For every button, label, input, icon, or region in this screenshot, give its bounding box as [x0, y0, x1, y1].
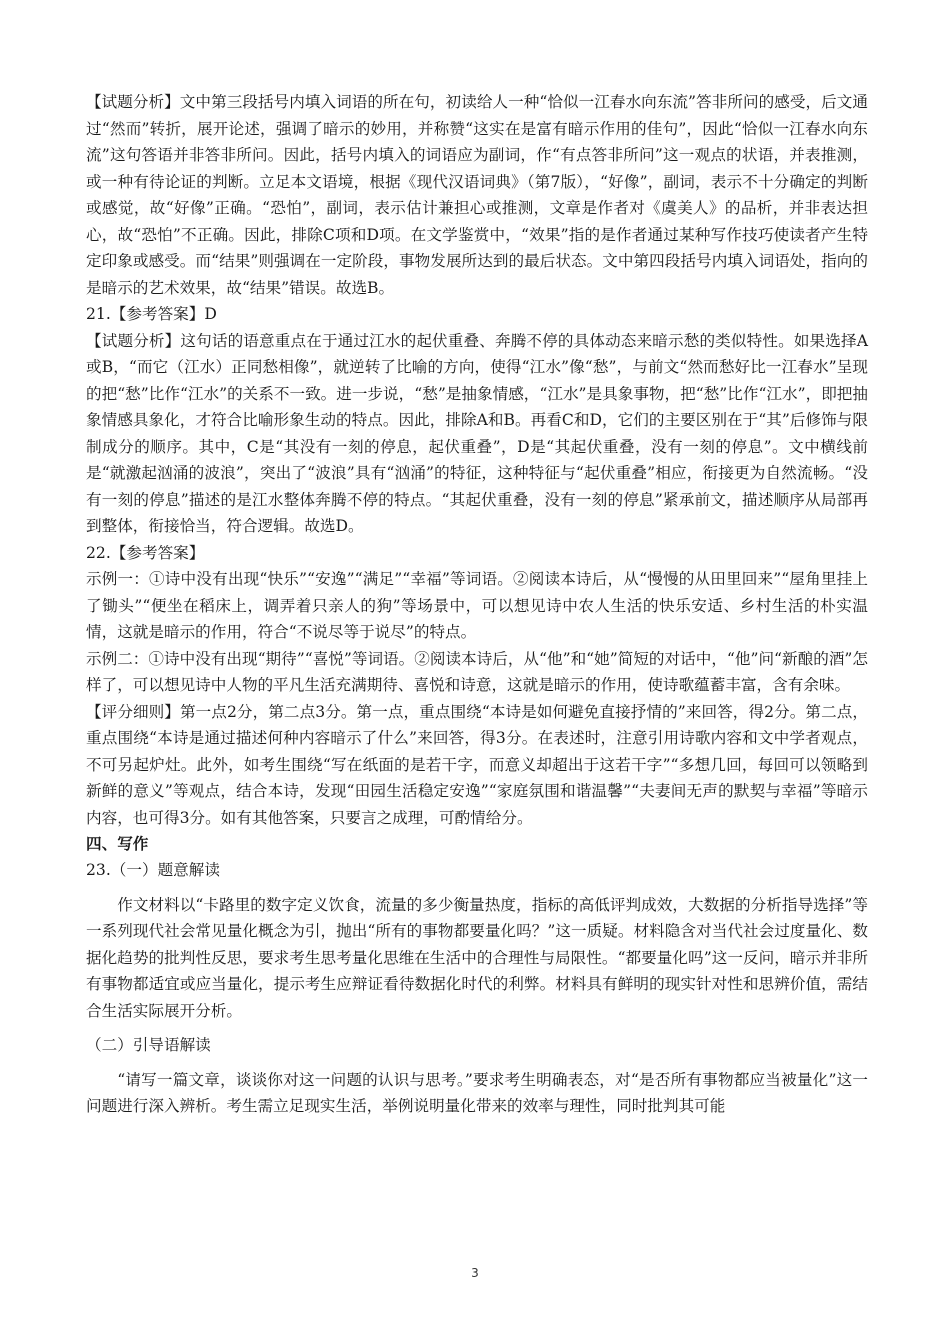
q23-guide-interpretation: “请写一篇文章，谈谈你对这一问题的认识与思考。”要求考生明确表态，对“是否所有事物都应当被量化”这一问题进行深入辨析。考生需立足现实生活，举例说明量化带来的效率与理性，同时批判其可能 [86, 1070, 868, 1115]
q21-analysis: 【试题分析】这句话的语意重点在于通过江水的起伏重叠、奔腾不停的具体动态来暗示愁的类似特性。如果选择A或B，“而它（江水）正同愁相像”，就逆转了比喻的方向，使得“江水”像“愁”，与前文“然而愁好比一江春水”呈现的把“愁”比作“江水”的关系不一致。进一步说，“愁”是抽象情感，“江水”是具象事物，把“愁”比作“江水”，即把抽象情感具象化，才符合比喻形象生动的特点。因此，排除A和B。再看C和D，它们的主要区别在于“其”后修饰与限制成分的顺序。其中，C是“其没有一刻的停息，起伏重叠”，D是“其起伏重叠，没有一刻的停息”。文中横线前是“就激起汹涌的波浪”，突出了“波浪”具有“汹涌”的特征，这种特征与“起伏重叠”相应，衔接更为自然流畅。“没有一刻的停息”描述的是江水整体奔腾不停的特点。“其起伏重叠，没有一刻的停息”紧承前文，描述顺序从局部再到整体，衔接恰当，符合逻辑。故选D。 [86, 331, 868, 535]
q23-subheading-guide: （二）引导语解读 [86, 1036, 211, 1054]
section-title-writing: 四、写作 [86, 835, 149, 853]
q23-subheading-topic: 23.（一）题意解读 [86, 861, 220, 879]
document-body [86, 89, 868, 1120]
q21-answer: 21.【参考答案】D [86, 305, 217, 323]
q22-example-two: 示例二：①诗中没有出现“期待”“喜悦”等词语。②阅读本诗后，从“他”和“她”简短的对话中，“他”问“新酿的酒”怎样了，可以想见诗中人物的平凡生活充满期待、喜悦和诗意，这就是暗示的作用，使诗歌蕴蓄丰富，含有余味。 [86, 649, 868, 694]
q20-analysis: 【试题分析】文中第三段括号内填入词语的所在句，初读给人一种“恰似一江春水向东流”答非所问的感受，后文通过“然而”转折，展开论述，强调了暗示的妙用，并称赞“这实在是富有暗示作用的佳句”，因此“恰似一江春水向东流”这句答语并非答非所问。因此，括号内填入的词语应为副词，作“有点答非所问”这一观点的状语，并表推测，或一种有待论证的判断。立足本文语境，根据《现代汉语词典》（第7版），“好像”，副词，表示不十分确定的判断或感觉，故“好像”正确。“恐怕”，副词，表示估计兼担心或推测，文章是作者对《虞美人》的品析，并非表达担心，故“恐怕”不正确。因此，排除C项和D项。在文学鉴赏中，“效果”指的是作者通过某种写作技巧使读者产生特定印象或感受。而“结果”则强调在一定阶段，事物发展所达到的最后状态。文中第四段括号内填入词语处，指向的是暗示的艺术效果，故“结果”错误。故选B。 [86, 93, 868, 297]
q22-scoring-rules: 【评分细则】第一点2分，第二点3分。第一点，重点围绕“本诗是如何避免直接抒情的”来回答，得2分。第二点，重点围绕“本诗是通过描述何种内容暗示了什么”来回答，得3分。在表述时，注意引用诗歌内容和文中学者观点，不可另起炉灶。此外，如考生围绕“写在纸面的是若干字，而意义却超出于这若干字”“多想几回，每回可以领略到新鲜的意义”等观点，结合本诗，发现“田园生活稳定安逸”“家庭氛围和谐温馨”“夫妻间无声的默契与幸福”等暗示内容，也可得3分。如有其他答案，只要言之成理，可酌情给分。 [86, 702, 868, 827]
q23-topic-interpretation: 作文材料以“卡路里的数字定义饮食，流量的多少衡量热度，指标的高低评判成效，大数据的分析指导选择”等一系列现代社会常见量化概念为引，抛出“所有的事物都要量化吗？”这一质疑。材料隐含对当代社会过度量化、数据化趋势的批判性反思，要求考生思考量化思维在生活中的合理性与局限性。“都要量化吗”这一反问，暗示并非所有事物都适宜或应当量化，提示考生应辩证看待数据化时代的利弊。材料具有鲜明的现实针对性和思辨价值，需结合生活实际展开分析。 [86, 895, 868, 1020]
page-number: 3 [471, 1266, 479, 1280]
q22-example-one: 示例一：①诗中没有出现“快乐”“安逸”“满足”“幸福”等词语。②阅读本诗后，从“慢慢的从田里回来”“屋角里挂上了锄头”“便坐在稻床上，调弄着只亲人的狗”等场景中，可以想见诗中农人生活的快乐安适、乡村生活的朴实温情，这就是暗示的作用，符合“不说尽等于说尽”的特点。 [86, 570, 868, 641]
q22-answer: 22.【参考答案】 [86, 543, 205, 562]
